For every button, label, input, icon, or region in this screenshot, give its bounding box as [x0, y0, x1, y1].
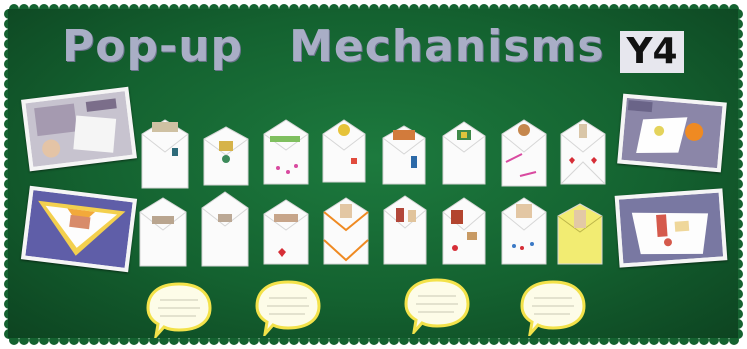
- photo-child-making-popup: [21, 87, 137, 172]
- photo-classroom-table-cards: [617, 94, 727, 173]
- speech-bubble: [404, 276, 470, 334]
- envelope-card: [322, 196, 370, 266]
- photo-decorated-envelope-card: [21, 186, 137, 273]
- envelope-card: [500, 196, 548, 266]
- envelope-card: [556, 202, 604, 266]
- envelope-card: [500, 118, 548, 188]
- envelope-card: [262, 198, 310, 266]
- envelope-card: [140, 118, 190, 190]
- envelope-card: [138, 196, 188, 268]
- photo-open-popup-card: [615, 188, 728, 267]
- envelope-card: [382, 194, 428, 266]
- envelope-card: [441, 196, 487, 266]
- envelope-card: [321, 118, 367, 184]
- speech-bubble: [520, 278, 586, 336]
- envelope-card: [200, 190, 250, 268]
- envelope-card: [559, 118, 607, 186]
- envelope-card: [441, 120, 487, 186]
- speech-bubble: [255, 278, 321, 336]
- envelope-card: [202, 125, 250, 187]
- envelope-card: [262, 118, 310, 186]
- year-group-label: Y4: [620, 31, 684, 73]
- envelope-card: [381, 124, 427, 186]
- title-word-mechanisms: Mechanisms: [289, 20, 605, 72]
- speech-bubble: [146, 280, 212, 338]
- title-word-popup: Pop-up: [62, 20, 244, 72]
- page-title: [62, 16, 604, 76]
